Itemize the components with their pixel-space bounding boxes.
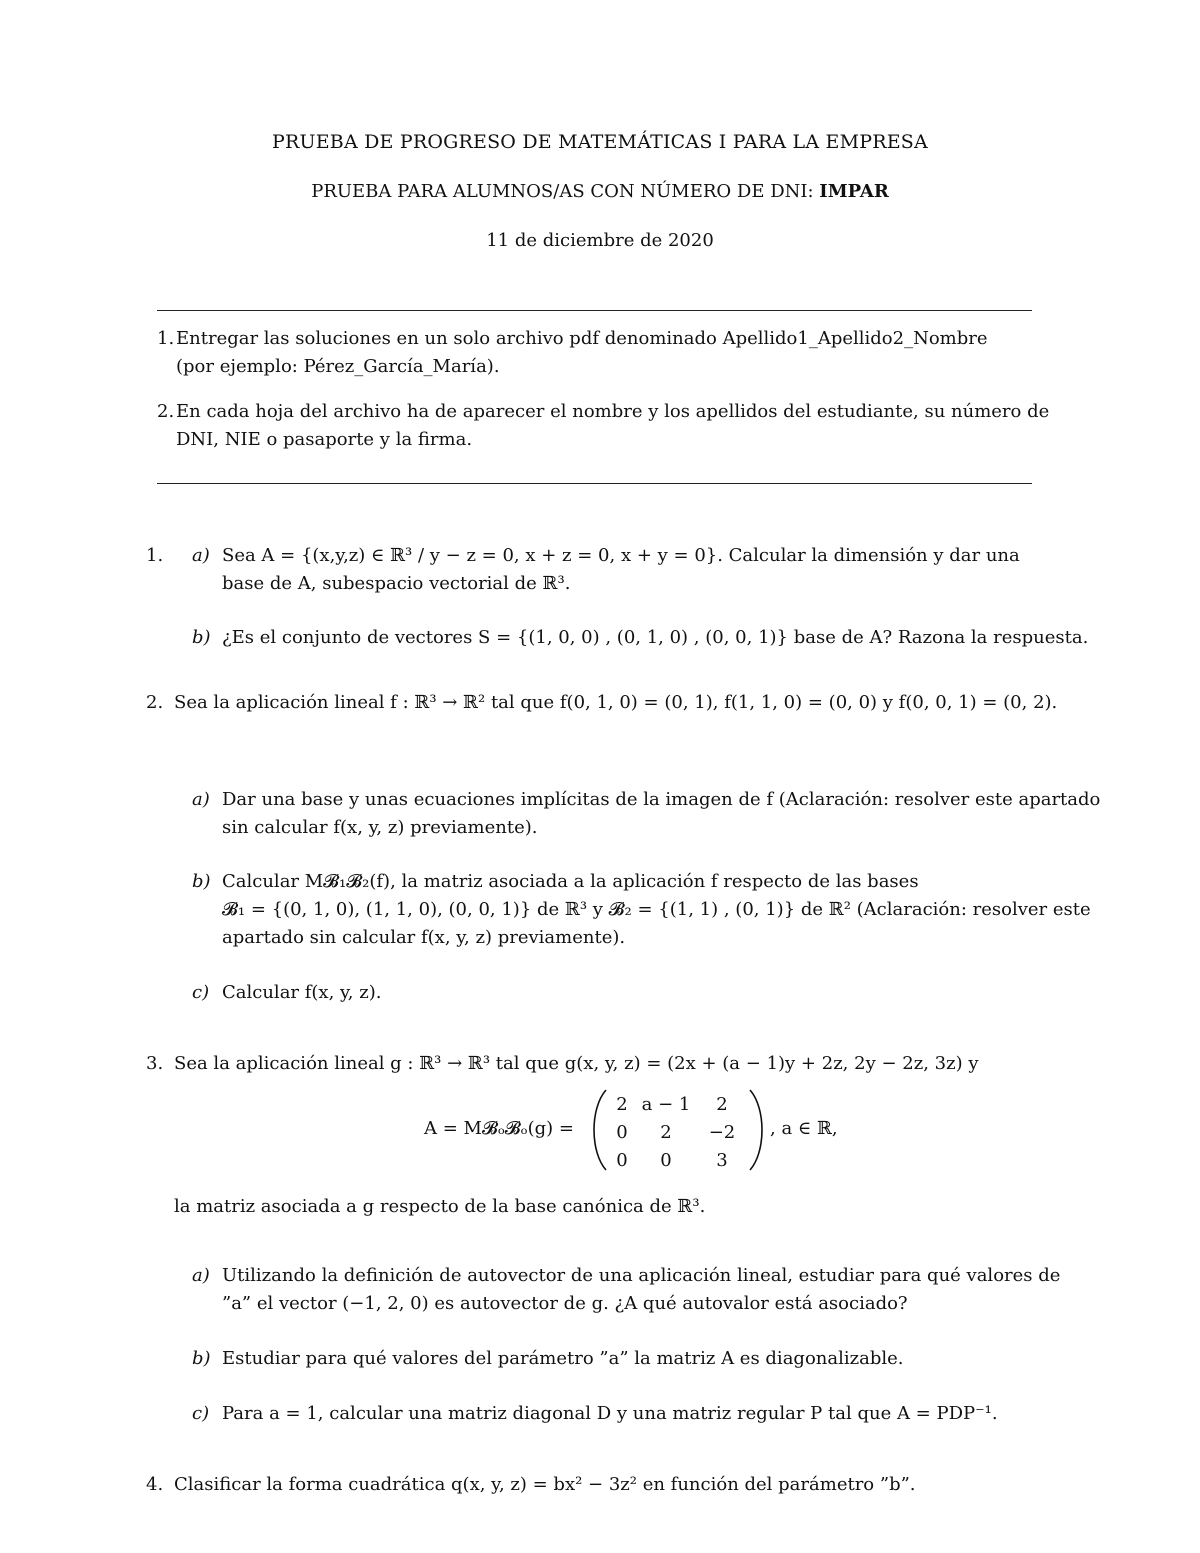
- q2-stem: Sea la aplicación lineal f : ℝ³ → ℝ² tal que f(0, 1, 0) = (0, 1), f(1, 1, 0) = (0, 0) y f(0, 0, 1) = (0, 2).: [174, 692, 1058, 713]
- instruction-1: [176, 325, 1076, 381]
- q1-b-line1: ¿Es el conjunto de vectores S = {(1, 0, 0) , (0, 1, 0) , (0, 0, 1)} base de A? Razona la respuesta.: [222, 627, 1089, 648]
- divider-bottom: [157, 483, 1032, 484]
- q4-stem: Clasificar la forma cuadrática q(x, y, z) = bx² − 3z² en función del parámetro ”b”.: [174, 1474, 916, 1495]
- matrix-cell: 2: [716, 1094, 728, 1115]
- q2-a-text: [222, 786, 1122, 842]
- q1-a-label: a): [192, 545, 210, 566]
- matrix-cell: −2: [708, 1122, 736, 1143]
- q1-b-label: b): [192, 627, 211, 648]
- instruction-2-line1: En cada hoja del archivo ha de aparecer el nombre y los apellidos del estudiante, su número de: [176, 401, 1050, 422]
- question-3-number: 3.: [146, 1053, 164, 1074]
- matrix-cell: 2: [660, 1122, 672, 1143]
- question-2-number: 2.: [146, 692, 164, 713]
- instruction-number: 2.: [157, 401, 175, 422]
- matrix-cell: 3: [716, 1150, 728, 1171]
- matrix-rhs: , a ∈ ℝ,: [770, 1118, 838, 1139]
- matrix-cell: 0: [616, 1150, 628, 1171]
- q3-a-text: [222, 1262, 1122, 1318]
- q3-c-text: Para a = 1, calcular una matriz diagonal D y una matriz regular P tal que A = PDP⁻¹.: [222, 1403, 998, 1424]
- exam-title: PRUEBA DE PROGRESO DE MATEMÁTICAS I PARA LA EMPRESA: [272, 131, 928, 153]
- q2-c-text: Calcular f(x, y, z).: [222, 982, 382, 1003]
- matrix-cell: a − 1: [641, 1094, 691, 1115]
- q2-a-label: a): [192, 789, 210, 810]
- exam-subtitle: [0, 181, 1200, 202]
- matrix-cell: 0: [616, 1122, 628, 1143]
- instruction-1-line2: (por ejemplo: Pérez_García_María).: [176, 356, 500, 377]
- q3-c-label: c): [192, 1403, 210, 1424]
- right-parenthesis: [746, 1088, 770, 1172]
- q1-a-text: [222, 542, 1122, 598]
- q1-a-line1: Sea A = {(x,y,z) ∈ ℝ³ / y − z = 0, x + z = 0, x + y = 0}. Calcular la dimensión y dar una: [222, 545, 1020, 566]
- q3-after: la matriz asociada a g respecto de la base canónica de ℝ³.: [174, 1196, 706, 1217]
- exam-date: 11 de diciembre de 2020: [486, 230, 714, 251]
- q2-a-line1: Dar una base y unas ecuaciones implícitas de la imagen de f (Aclaración: resolver este apartado: [222, 789, 1101, 810]
- q2-b-line3: apartado sin calcular f(x, y, z) previamente).: [222, 927, 626, 948]
- matrix-grid: [604, 1090, 764, 1174]
- subtitle-bold: IMPAR: [819, 181, 889, 202]
- q2-b-line1: Calcular M𝓑₁𝓑₂(f), la matriz asociada a la aplicación f respecto de las bases: [222, 871, 919, 892]
- q3-a-line1: Utilizando la definición de autovector de una aplicación lineal, estudiar para qué valores de: [222, 1265, 1061, 1286]
- matrix-cell: 2: [616, 1094, 628, 1115]
- q1-b-text: [222, 624, 1122, 652]
- instruction-number: 1.: [157, 328, 175, 349]
- q2-a-line2: sin calcular f(x, y, z) previamente).: [222, 817, 538, 838]
- divider-top: [157, 310, 1032, 311]
- instruction-2-line2: DNI, NIE o pasaporte y la firma.: [176, 429, 473, 450]
- q2-b-label: b): [192, 871, 211, 892]
- q2-c-label: c): [192, 982, 210, 1003]
- q2-b-text: [222, 868, 1122, 952]
- subtitle-prefix: PRUEBA PARA ALUMNOS/AS CON NÚMERO DE DNI:: [311, 181, 820, 202]
- q1-a-line2: base de A, subespacio vectorial de ℝ³.: [222, 573, 571, 594]
- q2-b-line2: 𝓑₁ = {(0, 1, 0), (1, 1, 0), (0, 0, 1)} de ℝ³ y 𝓑₂ = {(1, 1) , (0, 1)} de ℝ² (Aclaración: resolver este: [222, 899, 1091, 920]
- question-4-number: 4.: [146, 1474, 164, 1495]
- matrix-cell: 0: [660, 1150, 672, 1171]
- q3-a-label: a): [192, 1265, 210, 1286]
- q3-a-line2: ”a” el vector (−1, 2, 0) es autovector de g. ¿A qué autovalor está asociado?: [222, 1293, 908, 1314]
- instruction-2: [176, 398, 1096, 454]
- q3-stem: Sea la aplicación lineal g : ℝ³ → ℝ³ tal que g(x, y, z) = (2x + (a − 1)y + 2z, 2y − 2z, 3z) y: [174, 1053, 979, 1074]
- instruction-1-line1: Entregar las soluciones en un solo archivo pdf denominado Apellido1_Apellido2_Nombre: [176, 328, 988, 349]
- question-1-number: 1.: [146, 545, 164, 566]
- q3-b-label: b): [192, 1348, 211, 1369]
- matrix-lhs: A = M𝓑ₒ𝓑ₒ(g) =: [424, 1118, 574, 1139]
- q3-b-text: Estudiar para qué valores del parámetro ”a” la matriz A es diagonalizable.: [222, 1348, 904, 1369]
